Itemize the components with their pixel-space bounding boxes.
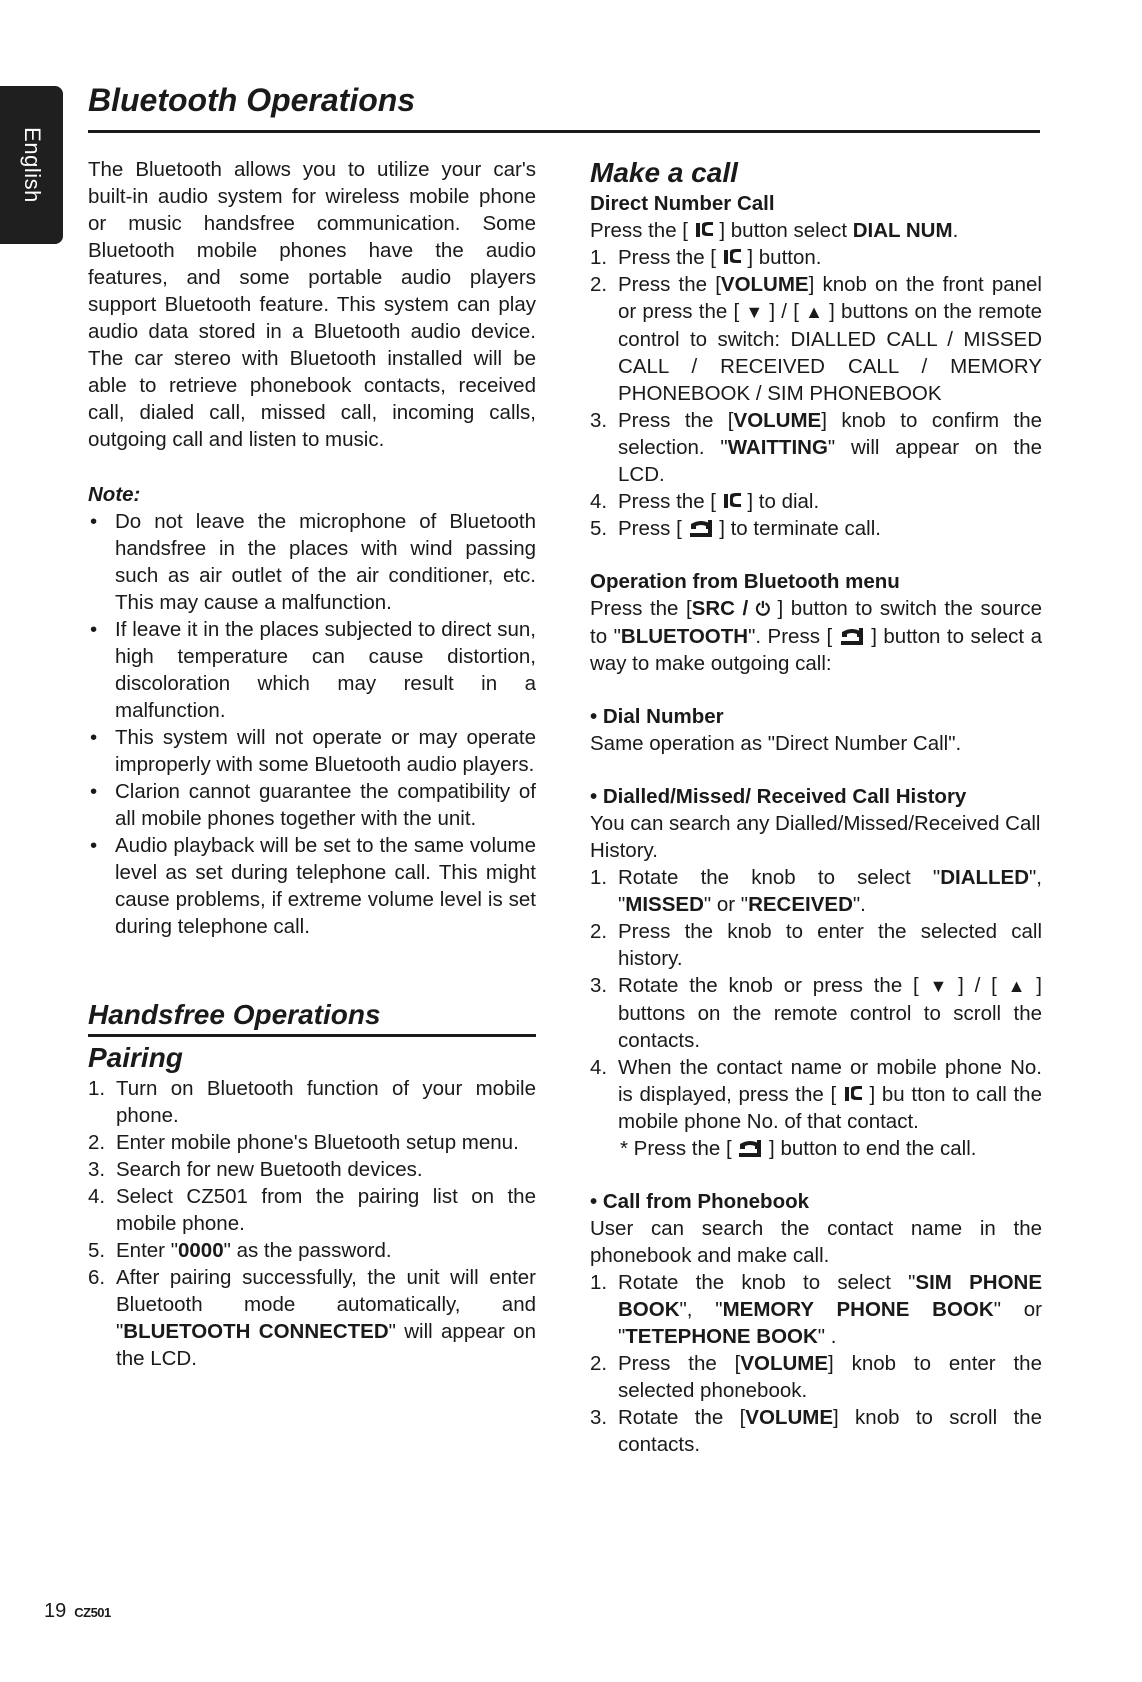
- down-arrow-icon: ▼: [929, 976, 948, 996]
- step-number: 4.: [590, 1056, 608, 1079]
- step-text: Press the [: [618, 273, 721, 296]
- direct-number-intro: [590, 217, 1042, 244]
- step-text: Turn on Bluetooth function of your mobile phone.: [116, 1077, 536, 1127]
- step-text: ] knob on the front panel or press the [: [618, 273, 1042, 323]
- step-text: " or ": [703, 893, 749, 916]
- handsfree-title: Handsfree Operations: [88, 999, 381, 1030]
- step-number: 3.: [590, 974, 608, 997]
- step-text: Enter ": [116, 1239, 178, 1262]
- step-text: ] knob to confirm the selection. ": [618, 409, 1042, 459]
- text-run: ". Press [: [748, 625, 839, 648]
- step-number: 4.: [88, 1185, 106, 1208]
- direct-step: [590, 407, 1042, 488]
- history-footnote: [590, 1135, 1042, 1162]
- pairing-title: Pairing: [88, 1042, 183, 1073]
- dial-num-label: DIAL NUM: [852, 219, 953, 242]
- volume-label: VOLUME: [745, 1406, 833, 1429]
- step-text: Press the [: [618, 246, 722, 269]
- phonebook-step: [590, 1269, 1042, 1350]
- history-step: [590, 918, 1042, 972]
- text-run: .: [952, 219, 959, 242]
- hangup-icon: [688, 518, 714, 538]
- language-tab: [0, 86, 63, 244]
- pairing-steps: [88, 1075, 536, 1372]
- step-number: 1.: [88, 1077, 106, 1100]
- step-text: Select CZ501 from the pairing list on the mobile phone.: [116, 1185, 536, 1235]
- step-number: 2.: [590, 1352, 608, 1375]
- step-number: 1.: [590, 866, 608, 889]
- right-column: [590, 156, 1042, 1458]
- history-steps: [590, 864, 1042, 1135]
- step-text: Rotate the knob to select ": [618, 1271, 916, 1294]
- direct-number-heading: Direct Number Call: [590, 192, 775, 215]
- step-text: After pairing successfully, the unit will enter Bluetooth mode automatically, and ": [116, 1266, 536, 1343]
- step-text: " .: [817, 1325, 837, 1348]
- pairing-step: [88, 1129, 536, 1156]
- power-icon: ⏻: [755, 599, 770, 619]
- history-step: [590, 864, 1042, 918]
- step-text: ".: [852, 893, 866, 916]
- text-run: ] button to switch the source to ": [590, 597, 1042, 648]
- call-icon: [722, 492, 742, 510]
- src-label: SRC /: [691, 597, 756, 620]
- step-number: 4.: [590, 490, 608, 513]
- text-run: ] button to end the call.: [763, 1137, 977, 1160]
- history-step: [590, 1054, 1042, 1135]
- step-text: Rotate the [: [618, 1406, 746, 1429]
- text-run: ] button to select a way to make outgoing call:: [590, 625, 1042, 675]
- direct-number-steps: [590, 244, 1042, 542]
- step-text: " will appear on the LCD.: [116, 1320, 536, 1370]
- note-item: • Clarion cannot guarantee the compatibility of all mobile phones together with the unit.: [88, 778, 536, 832]
- text-run: Press the [: [590, 219, 694, 242]
- step-text: Press the knob to enter the selected call history.: [618, 920, 1042, 970]
- step-text: Press the [: [618, 409, 734, 432]
- step-text: ] to dial.: [741, 490, 820, 513]
- direct-step: [590, 515, 1042, 542]
- step-number: 3.: [590, 1406, 608, 1429]
- intro-paragraph: The Bluetooth allows you to utilize your car's built-in audio system for wireless mobile phone or music handsfree communication. Some Bluetooth mobile phones have the audio features, and some portable audio players support Bluetooth feature. This system can play audio data stored in a Bluetooth audio device. The car stereo with Bluetooth installed will be able to retrieve phonebook contacts, received call, dialed call, missed call, incoming calls, outgoing call and listen to music.: [88, 158, 536, 451]
- step-text: ] bu tton to call the mobile phone No. of that contact.: [618, 1083, 1042, 1133]
- step-text: Press the [: [618, 1352, 741, 1375]
- phonebook-intro: User can search the contact name in the phonebook and make call.: [590, 1217, 1042, 1267]
- down-arrow-icon: ▼: [745, 302, 764, 322]
- phonebook-steps: [590, 1269, 1042, 1458]
- step-number: 1.: [590, 246, 608, 269]
- step-text: ] buttons on the remote control to switch: DIALLED CALL / MISSED CALL / RECEIVED CALL / MEMORY PHONEBOOK / SIM PHONEBOOK: [618, 300, 1042, 405]
- step-number: 2.: [590, 920, 608, 943]
- step-text: " will appear on the LCD.: [618, 436, 1042, 486]
- step-text: ] to terminate call.: [713, 517, 881, 540]
- volume-label: VOLUME: [740, 1352, 829, 1375]
- step-text: Press [: [618, 517, 688, 540]
- step-number: 2.: [590, 273, 608, 296]
- option-label: TETEPHONE BOOK: [625, 1325, 818, 1348]
- step-text: Rotate the knob to select ": [618, 866, 941, 889]
- phonebook-step: [590, 1404, 1042, 1458]
- history-heading: • Dialled/Missed/ Received Call History: [590, 785, 967, 808]
- volume-label: VOLUME: [733, 409, 822, 432]
- dial-number-text: Same operation as "Direct Number Call".: [590, 732, 962, 755]
- lcd-message: WAITTING: [727, 436, 828, 459]
- note-item: • Audio playback will be set to the same volume level as set during telephone call. This might cause problems, if extreme volume level is set during telephone call.: [88, 832, 536, 940]
- step-number: 5.: [590, 517, 608, 540]
- bt-menu-heading: Operation from Bluetooth menu: [590, 570, 900, 593]
- step-text: " as the password.: [223, 1239, 392, 1262]
- step-text: Press the [: [618, 490, 722, 513]
- option-label: SIM PHONE BOOK: [618, 1271, 1042, 1321]
- title-divider: [88, 130, 1040, 133]
- pairing-step: [88, 1264, 536, 1372]
- password-value: 0000: [177, 1239, 224, 1262]
- step-text: ", ": [679, 1298, 723, 1321]
- step-text: Rotate the knob or press the [: [618, 974, 930, 997]
- option-label: RECEIVED: [748, 893, 853, 916]
- language-tab-label: English: [19, 127, 45, 203]
- hangup-icon: [839, 626, 865, 646]
- note-list: [88, 508, 536, 940]
- page-footer: [44, 1600, 111, 1623]
- step-text: ] button.: [741, 246, 822, 269]
- up-arrow-icon: ▲: [805, 302, 823, 322]
- step-text: Enter mobile phone's Bluetooth setup menu.: [116, 1131, 519, 1154]
- note-item: • This system will not operate or may operate improperly with some Bluetooth audio players.: [88, 724, 536, 778]
- pairing-step: [88, 1183, 536, 1237]
- page-title: Bluetooth Operations: [88, 82, 416, 118]
- step-text: ] knob to enter the selected phonebook.: [618, 1352, 1042, 1402]
- hangup-icon: [737, 1138, 763, 1158]
- handsfree-divider: [88, 1034, 536, 1037]
- step-number: 3.: [88, 1158, 106, 1181]
- dial-number-heading: • Dial Number: [590, 705, 724, 728]
- call-icon: [722, 248, 742, 266]
- text-run: * Press the [: [620, 1137, 738, 1160]
- step-text: ] / [: [763, 300, 806, 323]
- phonebook-step: [590, 1350, 1042, 1404]
- step-text: ] buttons on the remote control to scroll the contacts.: [618, 974, 1042, 1052]
- make-call-title: Make a call: [590, 157, 738, 188]
- bluetooth-label: BLUETOOTH: [620, 625, 749, 648]
- step-text: ] / [: [947, 974, 1008, 997]
- note-item: • If leave it in the places subjected to direct sun, high temperature can cause distortion, discoloration which may result in a malfunction.: [88, 616, 536, 724]
- call-icon: [843, 1085, 863, 1103]
- step-text: ] knob to scroll the contacts.: [618, 1406, 1042, 1456]
- direct-step: [590, 244, 1042, 271]
- step-text: When the contact name or mobile phone No. is displayed, press the [: [618, 1056, 1042, 1106]
- pairing-step: [88, 1237, 536, 1264]
- pairing-step: [88, 1156, 536, 1183]
- history-intro: You can search any Dialled/Missed/Received Call History.: [590, 812, 1041, 862]
- volume-label: VOLUME: [720, 273, 809, 296]
- step-number: 6.: [88, 1266, 106, 1289]
- option-label: MEMORY PHONE BOOK: [722, 1298, 994, 1321]
- up-arrow-icon: ▲: [1007, 976, 1026, 996]
- history-step: [590, 972, 1042, 1054]
- lcd-message: BLUETOOTH CONNECTED: [123, 1320, 389, 1343]
- text-run: ] button select: [713, 219, 853, 242]
- option-label: MISSED: [625, 893, 704, 916]
- note-item: • Do not leave the microphone of Bluetooth handsfree in the places with wind passing such as air outlet of the air conditioner, etc. This may cause a malfunction.: [88, 508, 536, 616]
- step-text: ", ": [618, 866, 1042, 916]
- call-icon: [694, 221, 714, 239]
- step-number: 1.: [590, 1271, 608, 1294]
- text-run: Press the [: [590, 597, 692, 620]
- phonebook-heading: • Call from Phonebook: [590, 1190, 810, 1213]
- model-name: CZ501: [74, 1605, 111, 1620]
- pairing-step: [88, 1075, 536, 1129]
- direct-step: [590, 271, 1042, 407]
- option-label: DIALLED: [940, 866, 1030, 889]
- direct-step: [590, 488, 1042, 515]
- page-number: 19: [44, 1600, 67, 1622]
- step-number: 5.: [88, 1239, 106, 1262]
- step-text: " or ": [618, 1298, 1042, 1348]
- note-title: Note:: [88, 483, 141, 506]
- step-text: Search for new Buetooth devices.: [116, 1158, 423, 1181]
- bt-menu-intro: [590, 595, 1042, 677]
- step-number: 3.: [590, 409, 608, 432]
- step-number: 2.: [88, 1131, 106, 1154]
- left-column: [88, 156, 536, 1372]
